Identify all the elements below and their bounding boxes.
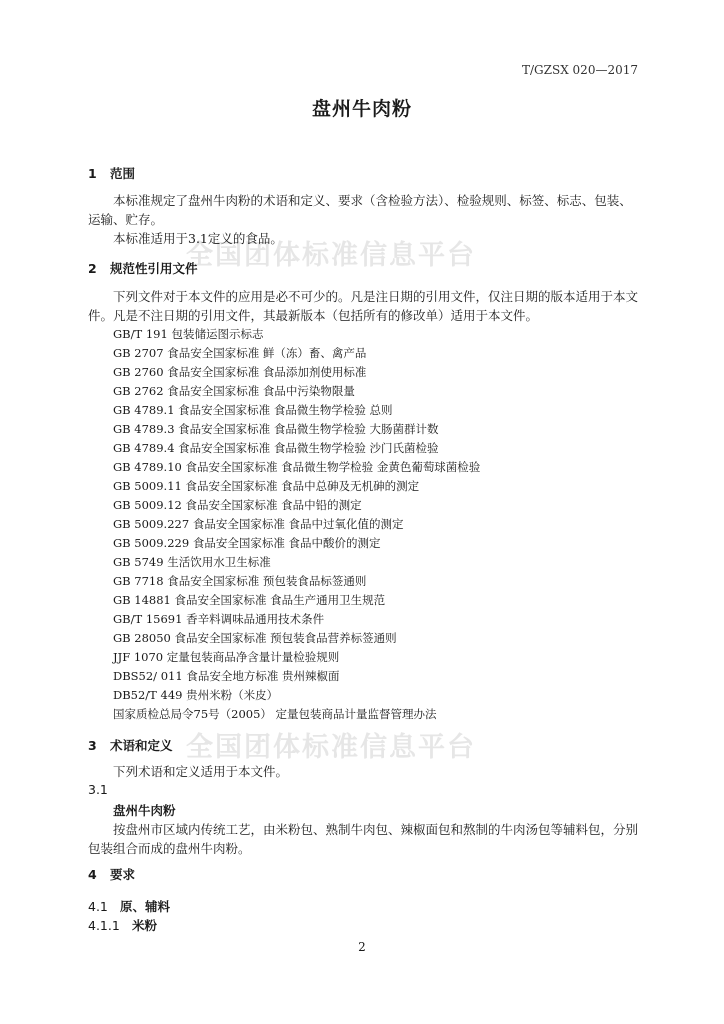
reference-item: DBS52/ 011 食品安全地方标准 贵州辣椒面 [113,669,340,683]
standard-code: T/GZSX 020—2017 [522,63,638,77]
reference-item: GB/T 15691 香辛料调味品通用技术条件 [113,612,325,626]
reference-item: GB 4789.10 食品安全国家标准 食品微生物学检验 金黄色葡萄球菌检验 [113,460,481,474]
reference-item: GB 4789.4 食品安全国家标准 食品微生物学检验 沙门氏菌检验 [113,441,439,455]
reference-item: GB 7718 食品安全国家标准 预包装食品标签通则 [113,574,367,588]
reference-item: GB 28050 食品安全国家标准 预包装食品营养标签通则 [113,631,397,645]
reference-item: JJF 1070 定量包装商品净含量计量检验规则 [113,650,340,664]
subsection-number: 4.1.1 [88,918,120,933]
paragraph: 本标准适用于3.1定义的食品。 [113,231,283,246]
reference-item: GB 5009.12 食品安全国家标准 食品中铅的测定 [113,498,362,512]
section-number: 4 [88,867,97,882]
reference-item: GB 5009.11 食品安全国家标准 食品中总砷及无机砷的测定 [113,479,420,493]
subsection-heading [88,916,157,934]
watermark: 全国团体标准信息平台 [186,732,476,763]
subsection-title: 米粉 [132,918,158,933]
subsection-heading [88,897,170,915]
reference-item: GB 14881 食品安全国家标准 食品生产通用卫生规范 [113,593,386,607]
section-number: 1 [88,166,97,181]
subsection-number: 4.1 [88,899,108,914]
section-title: 要求 [110,867,136,882]
reference-item: GB 5009.227 食品安全国家标准 食品中过氧化值的测定 [113,517,404,531]
reference-item: GB/T 191 包装储运图示标志 [113,327,264,341]
section-title: 范围 [110,166,136,181]
reference-item: GB 2760 食品安全国家标准 食品添加剂使用标准 [113,365,367,379]
reference-item: GB 4789.3 食品安全国家标准 食品微生物学检验 大肠菌群计数 [113,422,439,436]
reference-item: GB 5009.229 食品安全国家标准 食品中酸价的测定 [113,536,381,550]
reference-item: 国家质检总局令75号（2005） 定量包装商品计量监督管理办法 [113,707,437,721]
section-number: 3 [88,738,97,753]
section-number: 2 [88,261,97,276]
page-number: 2 [358,940,366,954]
paragraph: 下列术语和定义适用于本文件。 [113,764,289,779]
section-title: 规范性引用文件 [110,261,198,276]
reference-item: GB 5749 生活饮用水卫生标准 [113,555,271,569]
paragraph: 下列文件对于本文件的应用是必不可少的。凡是注日期的引用文件，仅注日期的版本适用于本文件。凡是不注日期的引用文件，其最新版本（包括所有的修改单）适用于本文件。 [88,289,639,323]
section-heading-1 [88,164,135,182]
reference-item: DB52/T 449 贵州米粉（米皮） [113,688,279,702]
term-number: 3.1 [88,782,108,797]
section-heading-2 [88,259,198,277]
subsection-title: 原、辅料 [120,899,171,914]
reference-item: GB 4789.1 食品安全国家标准 食品微生物学检验 总则 [113,403,393,417]
section-heading-3 [88,736,173,754]
paragraph: 本标准规定了盘州牛肉粉的术语和定义、要求（含检验方法）、检验规则、标签、标志、包装、运输、贮存。 [88,193,632,227]
section-title: 术语和定义 [110,738,173,753]
section-heading-4 [88,865,135,883]
document-title: 盘州牛肉粉 [311,98,412,120]
term-definition: 按盘州市区域内传统工艺，由米粉包、熟制牛肉包、辣椒面包和熬制的牛肉汤包等辅料包，分别包装组合而成的盘州牛肉粉。 [88,822,639,856]
reference-item: GB 2707 食品安全国家标准 鲜（冻）畜、禽产品 [113,346,367,360]
term-name: 盘州牛肉粉 [113,803,176,818]
reference-item: GB 2762 食品安全国家标准 食品中污染物限量 [113,384,355,398]
watermark: 全国团体标准信息平台 [186,240,476,271]
